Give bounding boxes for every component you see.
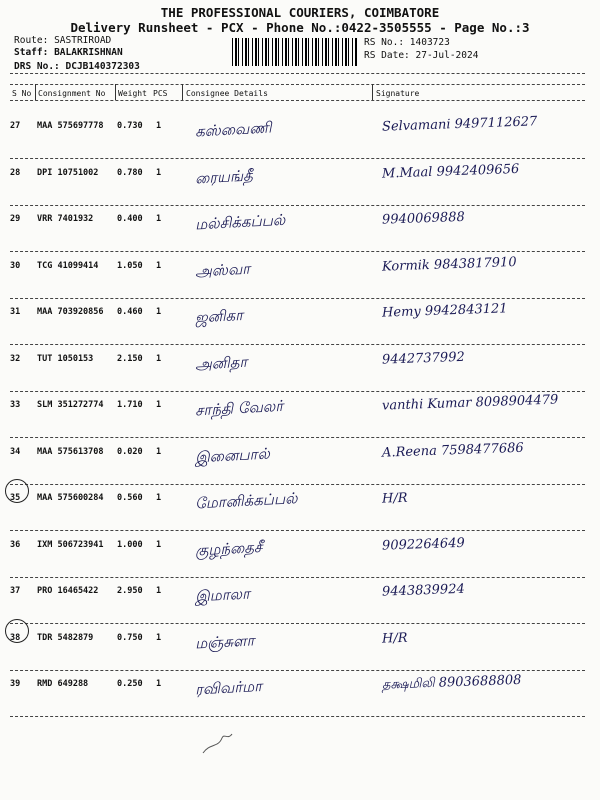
col-header-pcs: PCS [153, 89, 168, 98]
row-signature: Hemy 9942843121 [381, 301, 508, 321]
row-weight: 0.250 [117, 679, 143, 689]
row-consignee-handwritten: மல்சிக்கப்பல் [194, 210, 286, 234]
row-signature: vanthi Kumar 8098904479 [381, 392, 559, 414]
row-signature: H/R [381, 630, 408, 647]
row-consignment-no: TCG 41099414 [37, 260, 99, 271]
row-signature: A.Reena 7598477686 [381, 440, 524, 461]
row-divider [10, 251, 585, 252]
table-row [10, 161, 585, 205]
row-consignee-handwritten: மோனிக்கப்பல் [194, 489, 298, 513]
row-consignee-handwritten: குழந்தைசீ [194, 537, 263, 559]
row-consignment-no: IXM 506723941 [37, 539, 104, 550]
table-row [10, 579, 585, 623]
row-divider [10, 670, 585, 671]
row-consignment-no: DPI 10751002 [37, 167, 99, 178]
row-consignee-handwritten: இனைபால் [194, 444, 271, 466]
col-divider [182, 84, 183, 100]
col-header-consignment: Consignment No [38, 89, 106, 98]
row-pcs: 1 [156, 260, 162, 271]
row-sno: 27 [10, 121, 21, 131]
route-label: Route: [14, 35, 49, 46]
row-signature: 9092264649 [381, 535, 465, 554]
company-title: THE PROFESSIONAL COURIERS, COIMBATORE [160, 5, 440, 20]
row-sno: 28 [10, 167, 21, 178]
circle-mark [5, 619, 29, 643]
row-weight: 0.730 [117, 121, 143, 131]
col-header-weight: Weight [118, 89, 147, 98]
row-weight: 1.050 [117, 260, 143, 271]
row-sno: 38 [10, 632, 21, 643]
staff-label: Staff: [14, 47, 49, 58]
rs-date-line [364, 50, 478, 61]
row-consignment-no: MAA 703920856 [37, 307, 104, 317]
row-divider [10, 298, 585, 299]
row-consignee-handwritten: இமாலா [194, 584, 251, 606]
row-signature: Selvamani 9497112627 [381, 114, 538, 135]
row-signature: Kormik 9843817910 [381, 254, 517, 275]
row-consignment-no: RMD 649288 [37, 679, 89, 689]
barcode-image [232, 38, 358, 66]
row-pcs: 1 [156, 400, 162, 410]
row-divider [10, 344, 585, 345]
row-divider [10, 437, 585, 438]
row-sno: 29 [10, 214, 21, 224]
row-weight: 0.560 [117, 493, 143, 503]
row-divider [10, 484, 585, 485]
row-signature: 9443839924 [381, 581, 465, 600]
row-sno: 34 [10, 446, 21, 457]
col-header-signature: Signature [376, 89, 420, 98]
route-value: SASTRIROAD [54, 35, 112, 46]
table-row [10, 300, 585, 344]
row-consignment-no: MAA 575613708 [37, 446, 104, 457]
row-sno: 31 [10, 307, 21, 317]
col-divider [115, 84, 116, 100]
row-divider [10, 158, 585, 159]
row-sno: 39 [10, 679, 21, 689]
row-sno: 36 [10, 539, 21, 550]
row-consignee-handwritten: ஜனிகா [194, 305, 244, 327]
row-consignee-handwritten: கஸ்வைணி [194, 118, 273, 141]
row-weight: 1.000 [117, 539, 143, 550]
table-header-border [10, 100, 585, 101]
col-divider [35, 84, 36, 100]
row-signature: தக்ஷமிலி 8903688808 [381, 672, 522, 693]
rs-no-value: 1403723 [409, 37, 450, 48]
row-sno: 37 [10, 586, 21, 596]
drs-line [14, 61, 140, 72]
row-consignee-handwritten: ரையங்தீ [194, 165, 254, 187]
row-consignment-no: TUT 1050153 [37, 353, 94, 364]
row-weight: 0.750 [117, 632, 143, 643]
stray-scribble [200, 728, 240, 758]
table-row [10, 347, 585, 391]
row-consignee-handwritten: மஞ்சுளா [194, 630, 255, 652]
row-weight: 1.710 [117, 400, 143, 410]
row-weight: 2.950 [117, 586, 143, 596]
row-consignment-no: TDR 5482879 [37, 632, 94, 643]
row-weight: 0.400 [117, 214, 143, 224]
row-divider [10, 577, 585, 578]
row-sno: 32 [10, 353, 21, 364]
row-pcs: 1 [156, 121, 162, 131]
table-row [10, 207, 585, 251]
row-pcs: 1 [156, 353, 162, 364]
col-header-sno: S No [12, 89, 32, 98]
row-weight: 0.460 [117, 307, 143, 317]
table-row [10, 626, 585, 670]
table-top-border [10, 84, 585, 85]
row-signature: 9442737992 [381, 349, 465, 368]
runsheet-title: Delivery Runsheet - PCX - Phone No.:0422-3505555 - Page No.:3 [70, 20, 530, 35]
row-consignee-handwritten: அஸ்வா [194, 259, 251, 280]
table-row [10, 440, 585, 484]
rs-no-line [364, 37, 450, 48]
staff-line [14, 47, 123, 58]
row-weight: 0.020 [117, 446, 143, 457]
table-row [10, 254, 585, 298]
row-signature: H/R [381, 490, 408, 507]
row-pcs: 1 [156, 539, 162, 550]
rs-no-label: RS No.: [364, 37, 405, 48]
route-line [14, 35, 111, 46]
row-divider [10, 205, 585, 206]
row-consignment-no: VRR 7401932 [37, 214, 94, 224]
row-consignment-no: SLM 351272774 [37, 400, 104, 410]
row-divider [10, 716, 585, 717]
row-signature: M.Maal 9942409656 [381, 161, 520, 182]
row-sno: 35 [10, 493, 21, 503]
row-consignment-no: MAA 575600284 [37, 493, 104, 503]
row-pcs: 1 [156, 632, 162, 643]
table-row [10, 393, 585, 437]
row-pcs: 1 [156, 679, 162, 689]
circle-mark [5, 479, 29, 503]
table-row [10, 486, 585, 530]
row-signature: 9940069888 [381, 209, 465, 228]
row-pcs: 1 [156, 167, 162, 178]
drs-value: DCJB140372303 [65, 61, 140, 72]
row-pcs: 1 [156, 214, 162, 224]
row-pcs: 1 [156, 493, 162, 503]
row-pcs: 1 [156, 446, 162, 457]
row-consignment-no: MAA 575697778 [37, 121, 104, 131]
rs-date-label: RS Date: [364, 50, 410, 61]
row-pcs: 1 [156, 307, 162, 317]
rs-date-value: 27-Jul-2024 [415, 50, 479, 61]
row-weight: 2.150 [117, 353, 143, 364]
table-row [10, 114, 585, 158]
row-consignee-handwritten: ரவிவர்மா [194, 676, 263, 699]
col-divider [372, 84, 373, 100]
row-sno: 33 [10, 400, 21, 410]
row-sno: 30 [10, 260, 21, 271]
header-divider [10, 73, 585, 74]
row-pcs: 1 [156, 586, 162, 596]
row-consignee-handwritten: சாந்தி வேலர் [194, 396, 284, 420]
row-weight: 0.780 [117, 167, 143, 178]
drs-label: DRS No.: [14, 61, 60, 72]
row-divider [10, 391, 585, 392]
table-row [10, 672, 585, 716]
row-consignment-no: PRO 16465422 [37, 586, 99, 596]
staff-value: BALAKRISHNAN [54, 47, 123, 58]
row-divider [10, 623, 585, 624]
table-row [10, 533, 585, 577]
row-divider [10, 530, 585, 531]
row-consignee-handwritten: அனிதா [194, 352, 248, 373]
col-header-consignee: Consignee Details [186, 89, 268, 98]
